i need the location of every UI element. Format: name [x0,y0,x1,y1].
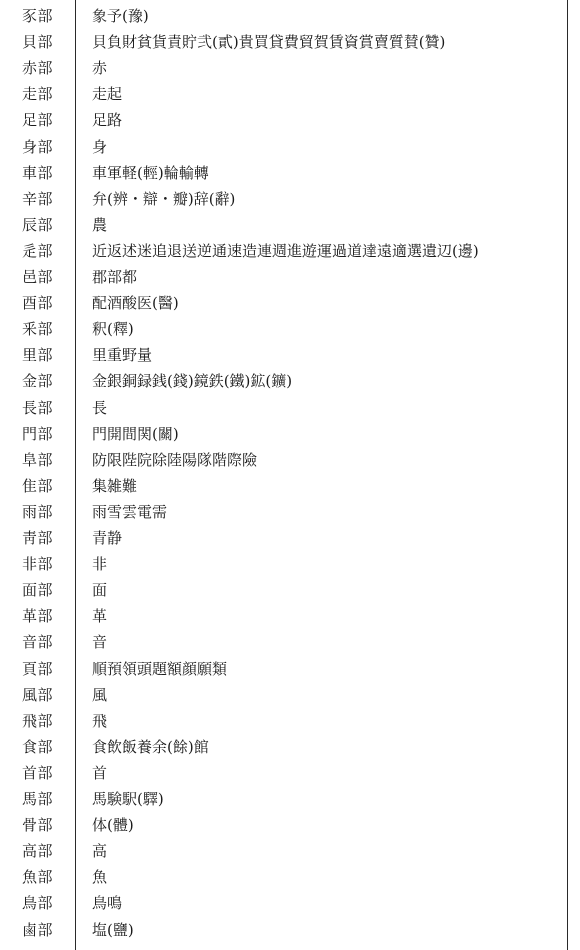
kanji-list: 郡部都 [92,268,138,286]
table-row [0,212,566,238]
table-row [0,3,566,29]
table-row [0,316,566,342]
radical-name: 馬部 [22,790,54,808]
radical-name: 釆部 [22,320,54,339]
kanji-list: 順預領頭題額顔願類 [92,659,228,678]
radical-name: 身部 [22,137,54,156]
table-row [0,238,566,264]
table-row [0,473,566,499]
kanji-list: 身 [92,137,108,156]
kanji-list: 金銀銅録銭(錢)鏡鉄(鐵)鉱(鑛) [92,372,293,391]
radical-name: 面部 [22,581,54,600]
table-row [0,708,566,734]
radical-name: 走部 [22,85,54,104]
kanji-list: 塩(鹽) [92,920,134,939]
kanji-list: 里重野量 [92,346,153,365]
kanji-list: 馬験駅(驛) [92,790,164,808]
kanji-list: 食飲飯養余(餘)館 [92,737,209,756]
radical-name: 足部 [22,111,54,130]
table-row [0,890,566,916]
table-row [0,838,566,864]
table-row [0,734,566,760]
kanji-list: 高 [92,842,108,861]
table-row [0,447,566,473]
table-row [0,421,566,447]
radical-name: 車部 [22,163,54,182]
radical-name: 飛部 [22,711,54,730]
table-row [0,760,566,786]
radical-name: 非部 [22,555,54,574]
table-row [0,917,566,943]
kanji-list: 走起 [92,85,123,104]
right-border-line [567,0,568,950]
radical-name: 音部 [22,633,54,652]
kanji-list: 非 [92,555,108,574]
radical-name: 靑部 [22,529,54,547]
radical-name: 長部 [22,398,54,417]
radical-name: 頁部 [22,659,54,678]
table-row [0,864,566,890]
table-row [0,264,566,290]
table-row [0,812,566,838]
table-row [0,395,566,421]
radical-name: 酉部 [22,294,54,313]
table-row [0,629,566,655]
kanji-list: 農 [92,215,108,234]
radical-name: 阜部 [22,450,54,469]
kanji-list: 体(體) [92,816,134,835]
kanji-list: 貝負財貧貨責貯弐(貳)貴買貸費貿賀賃資賞賣質賛(贊) [92,33,446,52]
radical-name: 辰部 [22,215,54,234]
table-row [0,499,566,525]
table-row [0,29,566,55]
kanji-list: 飛 [92,711,108,730]
table-row [0,577,566,603]
radical-name: 高部 [22,842,54,861]
kanji-list: 象予(豫) [92,7,149,25]
radical-name: 隹部 [22,476,54,495]
kanji-list: 門開間関(關) [92,424,179,443]
table-row [0,368,566,394]
radical-name: 赤部 [22,59,54,78]
radical-name: 魚部 [22,868,54,887]
kanji-list: 青静 [92,529,123,547]
kanji-list: 車軍軽(輕)輪輸轉 [92,163,209,182]
kanji-list: 近返述迷追退送逆通速造連週進遊運過道達遠適選遺辺(邊) [92,241,479,260]
kanji-list: 集雑難 [92,476,138,495]
table-row [0,55,566,81]
radical-name: 食部 [22,737,54,756]
table-row [0,656,566,682]
kanji-list: 鳥鳴 [92,894,123,913]
kanji-list: 防限陛院除陸陽隊階際險 [92,450,258,469]
table-row [0,786,566,812]
radical-name: 雨部 [22,502,54,521]
radical-name: 首部 [22,763,54,782]
radical-name: 邑部 [22,268,54,286]
table-row [0,81,566,107]
table-row [0,134,566,160]
radical-name: 豕部 [22,7,54,25]
radical-name: 革部 [22,607,54,626]
table-row [0,160,566,186]
table-row [0,682,566,708]
kanji-list: 面 [92,581,108,600]
table-row [0,603,566,629]
kanji-list: 赤 [92,59,108,78]
radical-name: 貝部 [22,33,54,52]
kanji-list: 雨雪雲電需 [92,502,168,521]
kanji-list: 釈(釋) [92,320,134,339]
radical-name: 風部 [22,685,54,704]
table-row [0,525,566,551]
table-row [0,342,566,368]
kanji-list: 長 [92,398,108,417]
radical-name: 鹵部 [22,920,54,939]
kanji-list: 革 [92,607,108,626]
kanji-list: 弁(辨・辯・瓣)辞(辭) [92,189,236,208]
table-row [0,551,566,577]
radical-name: 門部 [22,424,54,443]
kanji-list: 首 [92,763,108,782]
radical-name: 辵部 [22,241,54,260]
kanji-list: 足路 [92,111,123,130]
kanji-list: 配酒酸医(醫) [92,294,179,313]
table-row [0,107,566,133]
kanji-list: 風 [92,685,108,704]
radical-name: 鳥部 [22,894,54,913]
radical-name: 里部 [22,346,54,365]
radical-name: 骨部 [22,816,54,835]
table-row [0,290,566,316]
kanji-list: 音 [92,633,108,652]
radical-name: 辛部 [22,189,54,208]
radical-name: 金部 [22,372,54,391]
table-row [0,186,566,212]
kanji-list: 魚 [92,868,108,887]
